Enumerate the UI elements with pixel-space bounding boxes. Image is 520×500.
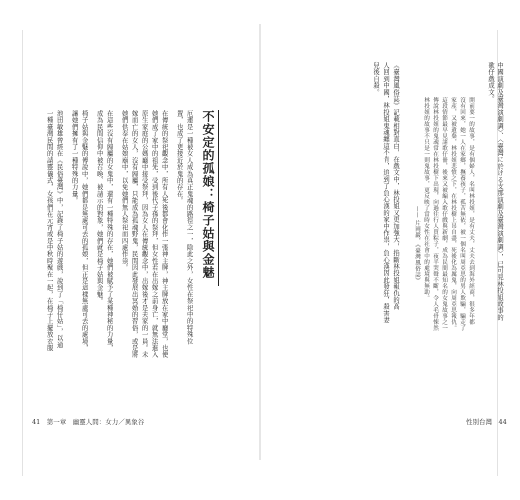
quote-source: —— 片岡巖，《臺灣風俗誌》 <box>414 206 420 284</box>
left-body-line: 椅子姑與金魅的傳說中，她們都是無處可去的孤娘，但正是這樣無處可去的處境， <box>80 110 88 352</box>
section-title-rule <box>218 110 219 286</box>
left-body-line: 置，也成了更接近於鬼的存在。 <box>175 110 183 204</box>
quote-line: 林投姐的故事不只是一則鬼故事，更反映了當時女性在社會中的處境與無助。 <box>423 97 429 301</box>
left-body-line: 她們成了家中的祖先，受到後代子孫的祭拜，但女性若在出嫁之前身亡，就無法進入 <box>150 110 158 358</box>
quote-line: 沒有回來，她一人在家鄉，撫養孩子，孤苦無依，被一個名叫周亞思的男人欺騙，騙走了 <box>459 97 465 331</box>
left-body-line: 在傳統的祭祀觀念中，所有人死後都會化作一張神主牌，神主牌放在家中廳堂，也使 <box>160 110 168 358</box>
left-body-line: 在這些沒有歸屬的女鬼中，還有一種特殊的存在，她們被賦予了某種神秘的力量， <box>105 110 113 352</box>
left-page-edge <box>22 30 23 476</box>
left-body-line: 她們供奉在姑娘廟中，以免她們無人祭祀而四處作祟。 <box>120 110 128 271</box>
quote-line: 開前要一的故事，是有個婦人，名叫林投姐，是有丈夫，丈夫去到海外經商，很多年都 <box>468 97 474 325</box>
quote-line: 傳說林投姐的鬼魂常在林投樹下出現，向過往行人買粽子，夜半哭聲不斷，令人毛骨悚然 <box>432 97 438 331</box>
book-gutter <box>259 24 261 460</box>
left-body-line: 厄運是一種被女人成為真正鬼魂的路徑之一，除此之外，女性在祭祀中的特殊位 <box>185 110 193 345</box>
section-title: 不安定的孤娘：椅子姑與金魅 <box>201 110 215 279</box>
quote-line: 這段情節最早見諸歌仔冊，後來又被編入歌仔戲與新劇，成為民間最知名的女鬼故事之一 <box>441 97 447 331</box>
right-body-line: 兒後自殺。 <box>372 62 379 96</box>
right-intro-line: 歌仔戲成文。 <box>487 62 494 103</box>
right-body-line: 人回到中國，林投姐鬼魂纏這不肯，追到了負心漢的家中作祟，負心漢因此發狂，殺害妻 <box>382 62 389 324</box>
quote-line: 家產，又被遺棄，林投姐悲憤之下，在林投樹上吊自盡，死後化為厲鬼，向周亞思報仇。 <box>450 97 456 331</box>
right-body-line: 《臺灣風俗誌》記載相對直白，在戲文中，林投姐又更加強大，掐斷林投姐報仇的高 <box>392 62 399 310</box>
left-page-footer: 41 第一章 幽靈人間：女力／異象谷 <box>32 418 145 426</box>
left-body-line: 池田敏雄曾經在《民俗臺灣》中，記錄了椅子姑的遊戲，說到了「椅仔姑」，以通 <box>55 110 63 349</box>
left-body-line: 原生家庭的公媽廳中接受祭拜，因為女人在傳統觀念中，出嫁後才是夫家的一員。未 <box>140 110 148 358</box>
right-page-footer: 性別台灣 44 <box>466 418 507 426</box>
right-intro-line: 中國演劇及臺灣演劇調〉、〈臺灣に於ける支那演劇及臺灣演劇調〉，已可見林投姐故事的 <box>496 62 503 321</box>
left-body-line: 一種臺灣民間的請靈儀式，女孩們在元宵或是中秋時聚在一起，在椅子上擺放衣服 <box>45 110 53 352</box>
left-body-line: 嫁而亡的女人，沒有歸屬，只能成為孤魂野鬼，民間因此發展出冥婚的習俗，或是將 <box>130 110 138 358</box>
left-body-line: 成為民間信仰中被召喚、被請示的對象，她們就是椅子姑與金魅。 <box>95 110 103 305</box>
left-body-line: 讓她們擁有了一種特殊的力量。 <box>70 110 78 204</box>
